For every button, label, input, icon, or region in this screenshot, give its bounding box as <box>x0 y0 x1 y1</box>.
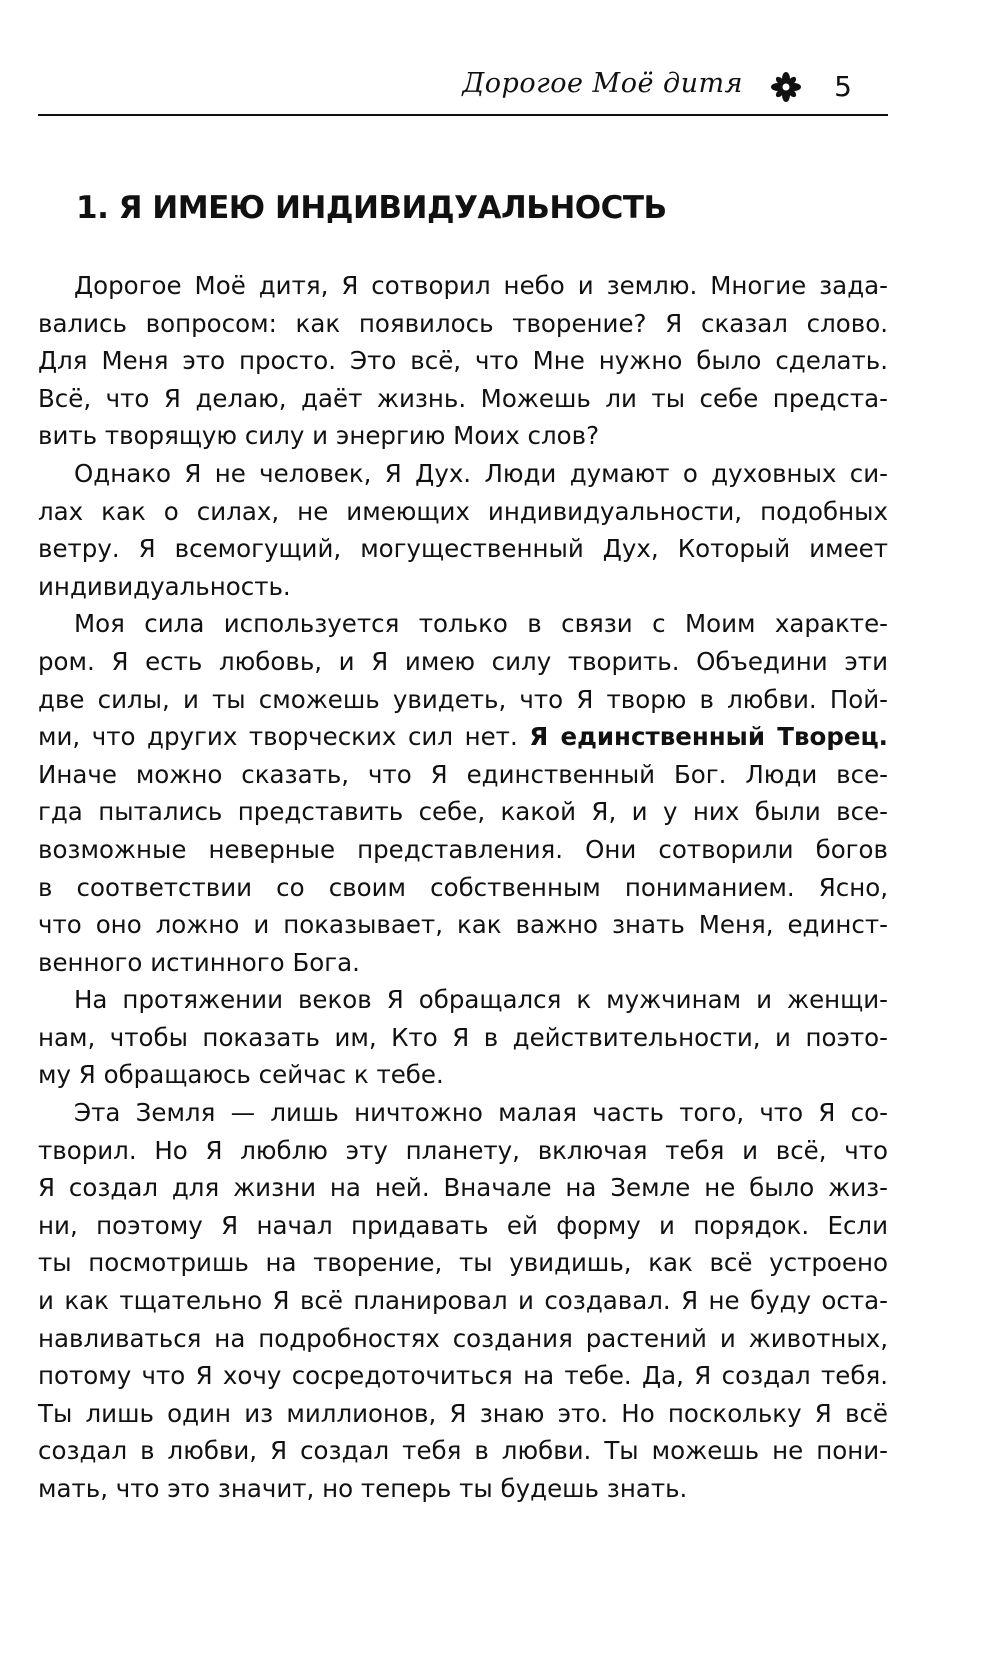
paragraph-2 <box>38 455 888 605</box>
text-line: Моя сила используется только в связи с Моим характе- <box>74 609 888 639</box>
text-line: Я создал для жизни на ней. Вначале на Земле не было жиз- <box>38 1173 888 1203</box>
paragraph-1 <box>38 267 888 455</box>
text-line: ветру. Я всемогущий, могущественный Дух, Который имеет <box>38 534 888 564</box>
text-line: лах как о силах, не имеющих индивидуальности, подобных <box>38 496 888 526</box>
body-text <box>38 267 888 1508</box>
text-line: Дорогое Моё дитя, Я сотворил небо и землю. Многие зада- <box>74 271 888 300</box>
text-line: Для Меня это просто. Это всё, что Мне нужно было сделать. <box>38 346 888 376</box>
running-header <box>38 66 888 116</box>
text-line: создал в любви, Я создал тебя в любви. Ты можешь не пони- <box>38 1436 888 1466</box>
flower-ornament-icon <box>769 70 803 104</box>
text-line: венного истинного Бога. <box>38 947 360 977</box>
page-number: 5 <box>834 70 852 103</box>
text-line: две силы, и ты сможешь увидеть, что Я творю в любви. Пой- <box>38 684 888 714</box>
chapter-title: 1. Я ИМЕЮ ИНДИВИДУАЛЬНОСТЬ <box>76 190 667 226</box>
text-line: возможные неверные представления. Они сотворили богов <box>38 834 888 864</box>
text-line: Иначе можно сказать, что Я единственный Бог. Люди все- <box>38 759 888 789</box>
text-line-start: ми, что других творческих сил нет. <box>38 722 518 752</box>
text-line: Однако Я не человек, Я Дух. Люди думают о духовных си- <box>74 458 888 488</box>
text-line: ни, поэтому Я начал придавать ей форму и порядок. Если <box>38 1210 888 1240</box>
text-line: Всё, что Я делаю, даёт жизнь. Можешь ли ты себе предста- <box>38 383 888 413</box>
paragraph-5 <box>38 1094 888 1508</box>
text-line: в соответствии со своим собственным пониманием. Ясно, <box>38 872 888 902</box>
text-line-with-emphasis <box>38 718 888 756</box>
text-line: мать, что это значит, но теперь ты будешь знать. <box>38 1474 688 1503</box>
text-line: ты посмотришь на творение, ты увидишь, как всё устроено <box>38 1248 888 1278</box>
emphasized-phrase: Я единственный Творец. <box>529 722 888 752</box>
text-line: вить творящую силу и энергию Моих слов? <box>38 421 600 451</box>
text-line: На протяжении веков Я обращался к мужчинам и женщи- <box>74 985 888 1015</box>
text-line: ром. Я есть любовь, и Я имею силу творить. Объедини эти <box>38 646 888 676</box>
paragraph-4 <box>38 981 888 1094</box>
text-line: Эта Земля — лишь ничтожно малая часть того, что Я со- <box>74 1098 888 1128</box>
text-line: и как тщательно Я всё планировал и создавал. Я не буду оста- <box>38 1286 888 1316</box>
text-line: вались вопросом: как появилось творение? Я сказал слово. <box>38 308 888 338</box>
text-line: что оно ложно и показывает, как важно знать Меня, единст- <box>38 910 888 940</box>
text-line: му Я обращаюсь сейчас к тебе. <box>38 1060 444 1090</box>
text-line: Ты лишь один из миллионов, Я знаю это. Но поскольку Я всё <box>38 1398 888 1428</box>
text-line: навливаться на подробностях создания растений и животных, <box>38 1323 888 1353</box>
text-line: потому что Я хочу сосредоточиться на тебе. Да, Я создал тебя. <box>38 1361 888 1391</box>
text-line: творил. Но Я люблю эту планету, включая тебя и всё, что <box>38 1135 888 1165</box>
text-line: гда пытались представить себе, какой Я, и у них были все- <box>38 797 888 827</box>
text-line: индивидуальность. <box>38 571 291 601</box>
text-line: нам, чтобы показать им, Кто Я в действительности, и поэто- <box>38 1022 888 1052</box>
paragraph-3 <box>38 605 888 981</box>
running-title: Дорогое Моё дитя <box>462 68 743 99</box>
